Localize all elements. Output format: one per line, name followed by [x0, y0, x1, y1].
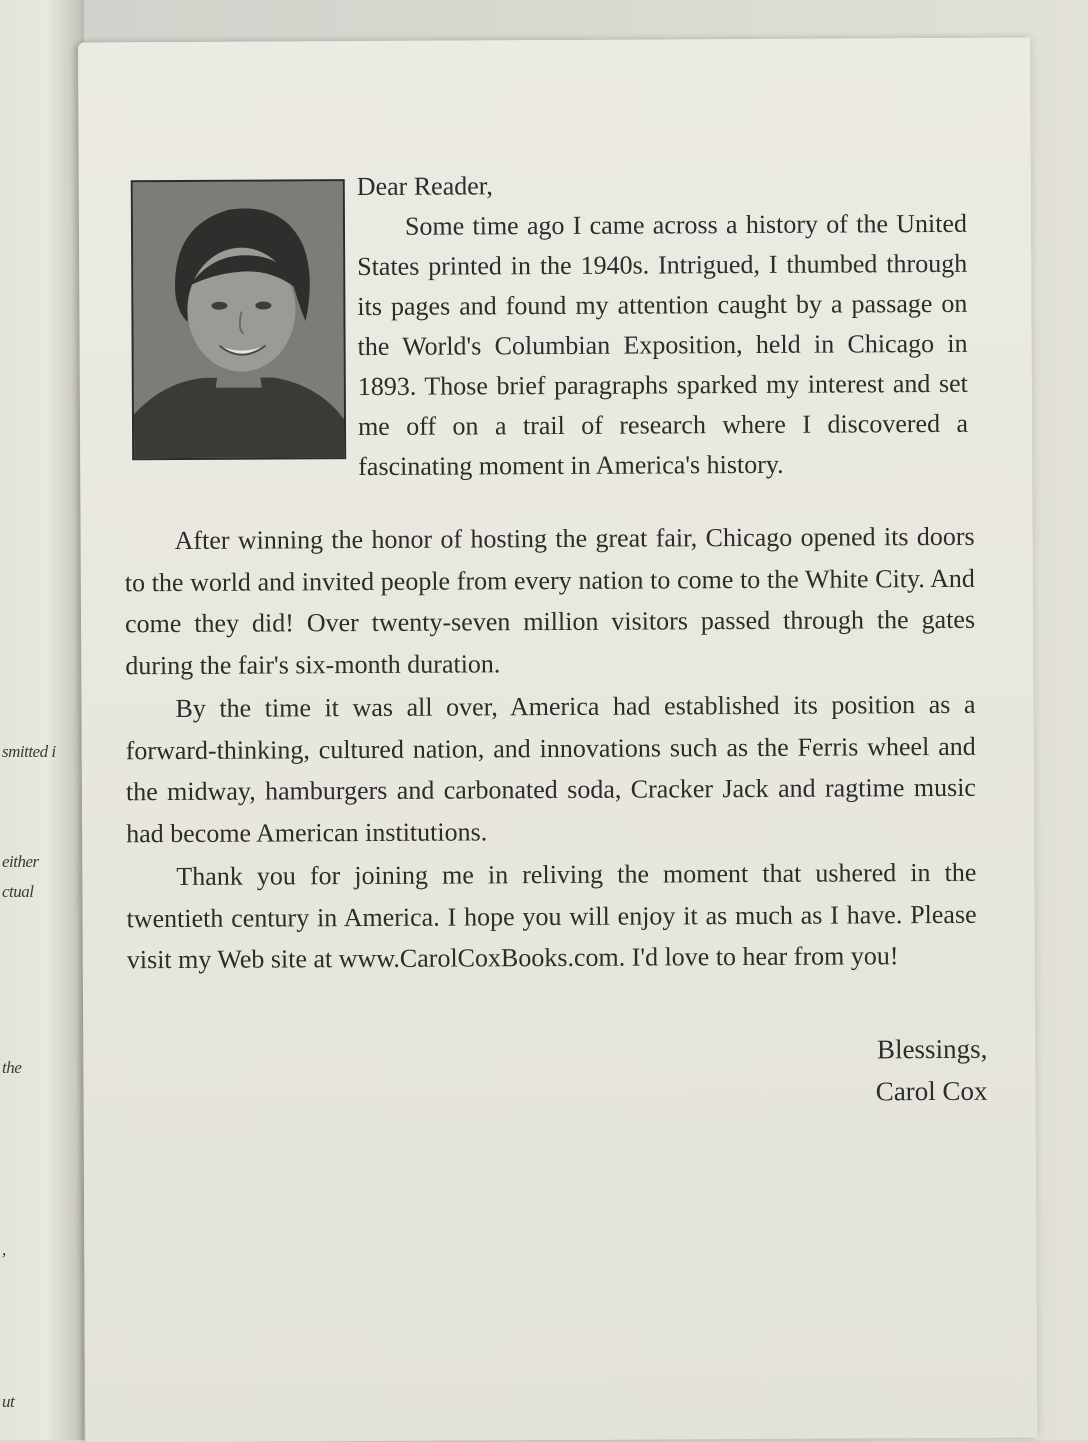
left-page-fragment: ctual: [2, 882, 34, 901]
letter-paragraph-3: By the time it was all over, America had established its position as a forward-thinking, cultured nation, and innovations such as the Ferris wheel and the midway, hamburgers and carbonated soda, Cracker Jack and ragtime music had become American institutions.: [125, 689, 976, 848]
left-page-fragment: the: [2, 1058, 22, 1077]
left-page-fragment: ,: [2, 1240, 6, 1259]
letter-paragraph-2: After winning the honor of hosting the great fair, Chicago opened its doors to the world and invited people from every nation to come to the White City. And come they did! Over twenty-seven million visitors passed through the gates during the fair's six-month duration.: [124, 521, 976, 680]
letter-closing: Blessings,: [876, 1033, 988, 1065]
photo-float-spacer: [127, 207, 359, 498]
letter-paragraph-4: Thank you for joining me in reliving the moment that ushered in the twentieth century in America. I hope you will enjoy it as much as I have. Please visit my Web site at www.CarolCoxBooks.com. I'd love to hear from you!: [126, 857, 977, 975]
letter-signature: Carol Cox: [875, 1075, 988, 1107]
letter-paragraph-1-text: Some time ago I came across a history of the United States printed in the 1940s. Intrigued, I thumbed through its pages and found my attention caught by a passage on the World's Columbian Exposition, held in Chicago in 1893. Those brief paragraphs sparked my interest and set me off on a trail of research where I discovered a fascinating moment in America's history.: [357, 208, 969, 482]
letter-salutation: Dear Reader,: [356, 171, 493, 202]
letter-paragraph-1: [127, 204, 969, 498]
left-page-fragment: ut: [2, 1392, 15, 1411]
left-page-fragment: smitted i: [2, 742, 56, 761]
book-page: [78, 38, 1037, 1442]
left-page-edge: [0, 0, 84, 1440]
left-page-fragment: either: [2, 852, 39, 871]
